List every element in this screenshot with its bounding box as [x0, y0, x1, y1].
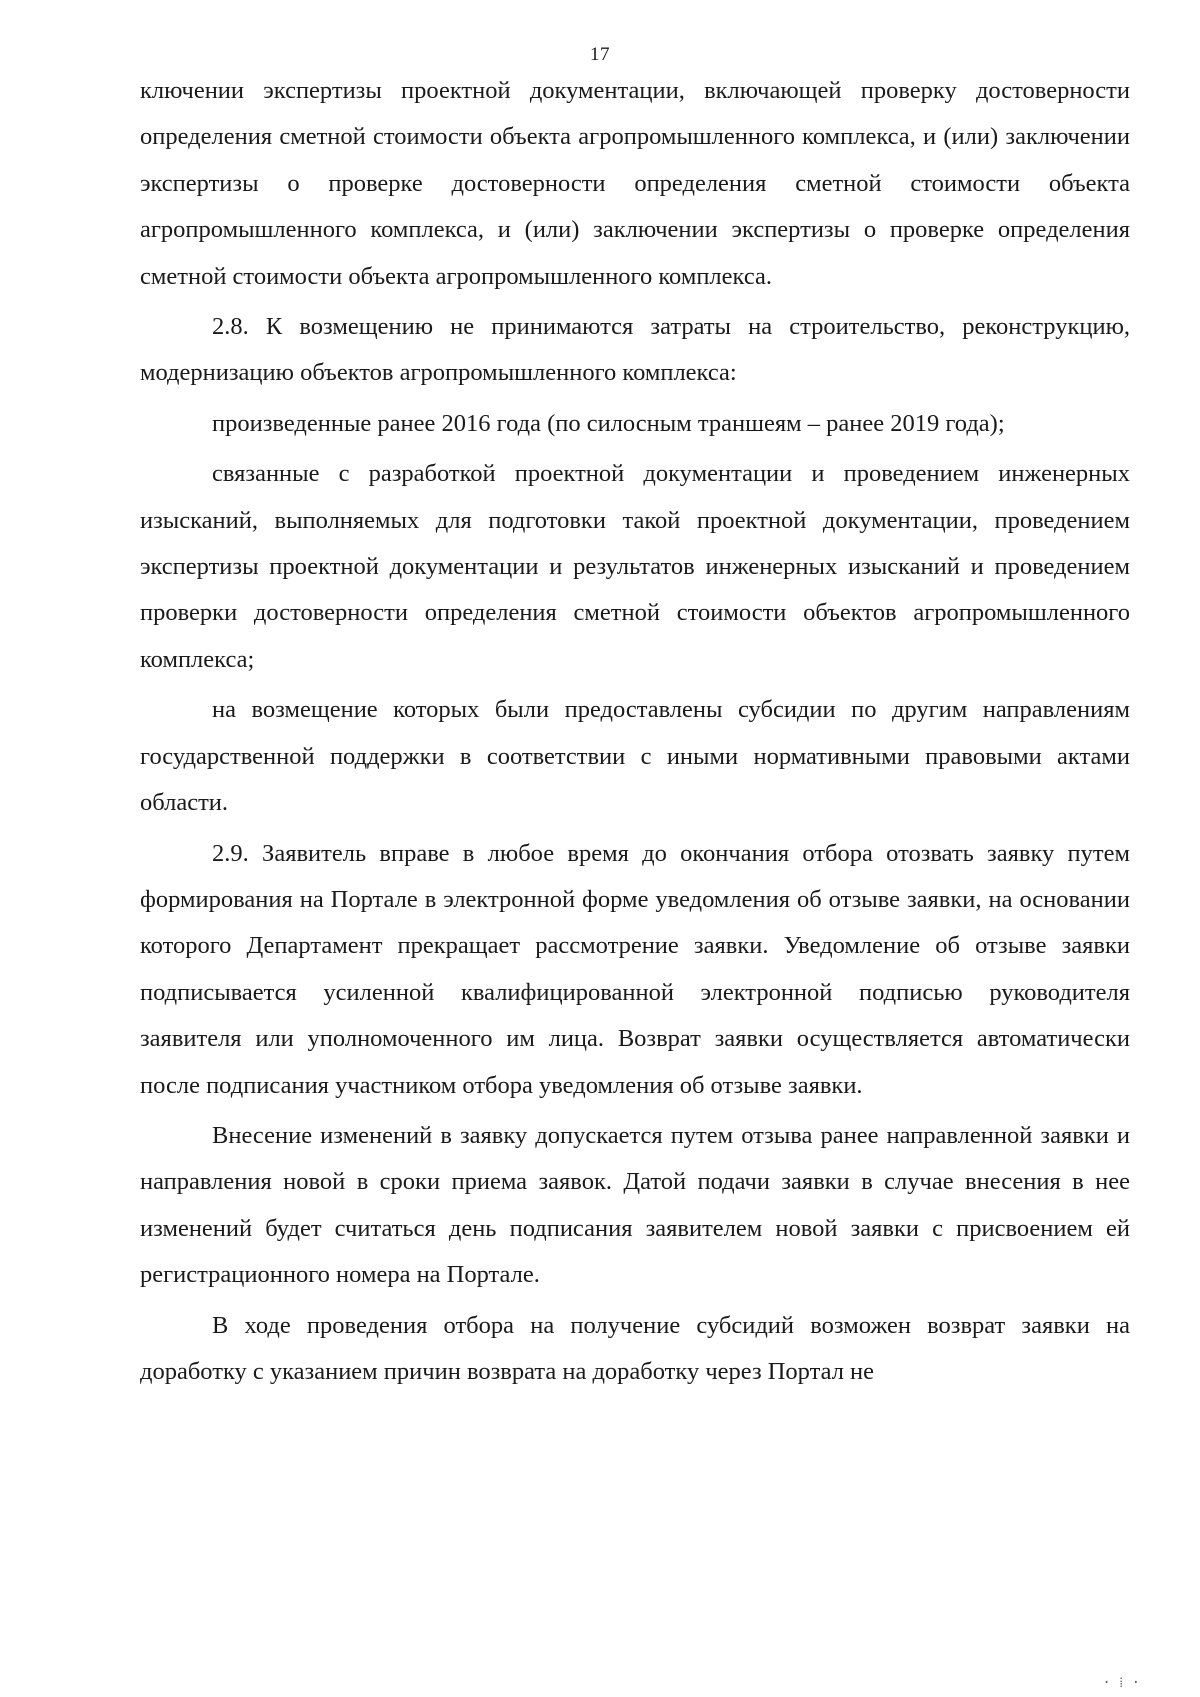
document-body [140, 68, 1130, 1399]
scan-artifact: · ⁞ · [1102, 1675, 1140, 1691]
list-item-before-2016: произведенные ранее 2016 года (по силосным траншеям – ранее 2019 года); [212, 409, 1005, 437]
paragraph-2-9-withdraw-application: 2.9. Заявитель вправе в любое время до окончания отбора отозвать заявку путем формирования на Портале в электронной форме уведомления об отзыве заявки, на основании которого Департамент прекращает рассмотрение заявки. Уведомление об отзыве заявки подписывается усиленной квалифицированной электронной подписью руководителя заявителя или уполномоченного им лица. Возврат заявки осуществляется автоматически после подписания участником отбора уведомления об отзыве заявки. [140, 839, 1130, 1099]
paragraph-2-8-not-reimbursed: 2.8. К возмещению не принимаются затраты на строительство, реконструкцию, модернизацию объектов агропромышленного комплекса: [140, 313, 1130, 387]
paragraph-continuation-expertise: ключении экспертизы проектной документации, включающей проверку достоверности определения сметной стоимости объекта агропромышленного комплекса, и (или) заключении экспертизы о проверке достоверности определения сметной стоимости объекта агропромышленного комплекса, и (или) заключении экспертизы о проверке определения сметной стоимости объекта агропромышленного комплекса. [140, 77, 1130, 290]
paragraph-return-for-revision: В ходе проведения отбора на получение субсидий возможен возврат заявки на доработку с указанием причин возврата на доработку через Портал не [140, 1311, 1130, 1385]
paragraph-amendments: Внесение изменений в заявку допускается путем отзыва ранее направленной заявки и направления новой в сроки приема заявок. Датой подачи заявки в случае внесения в нее изменений будет считаться день подписания заявителем новой заявки с присвоением ей регистрационного номера на Портале. [140, 1121, 1130, 1289]
page-number: 17 [590, 44, 610, 65]
list-item-design-documentation: связанные с разработкой проектной документации и проведением инженерных изысканий, выполняемых для подготовки такой проектной документации, проведением экспертизы проектной документации и результатов инженерных изысканий и проведением проверки достоверности определения сметной стоимости объектов агропромышленного комплекса; [140, 460, 1130, 673]
list-item-other-subsidies: на возмещение которых были предоставлены субсидии по другим направлениям государственной поддержки в соответствии с иными нормативными правовыми актами области. [140, 696, 1130, 817]
